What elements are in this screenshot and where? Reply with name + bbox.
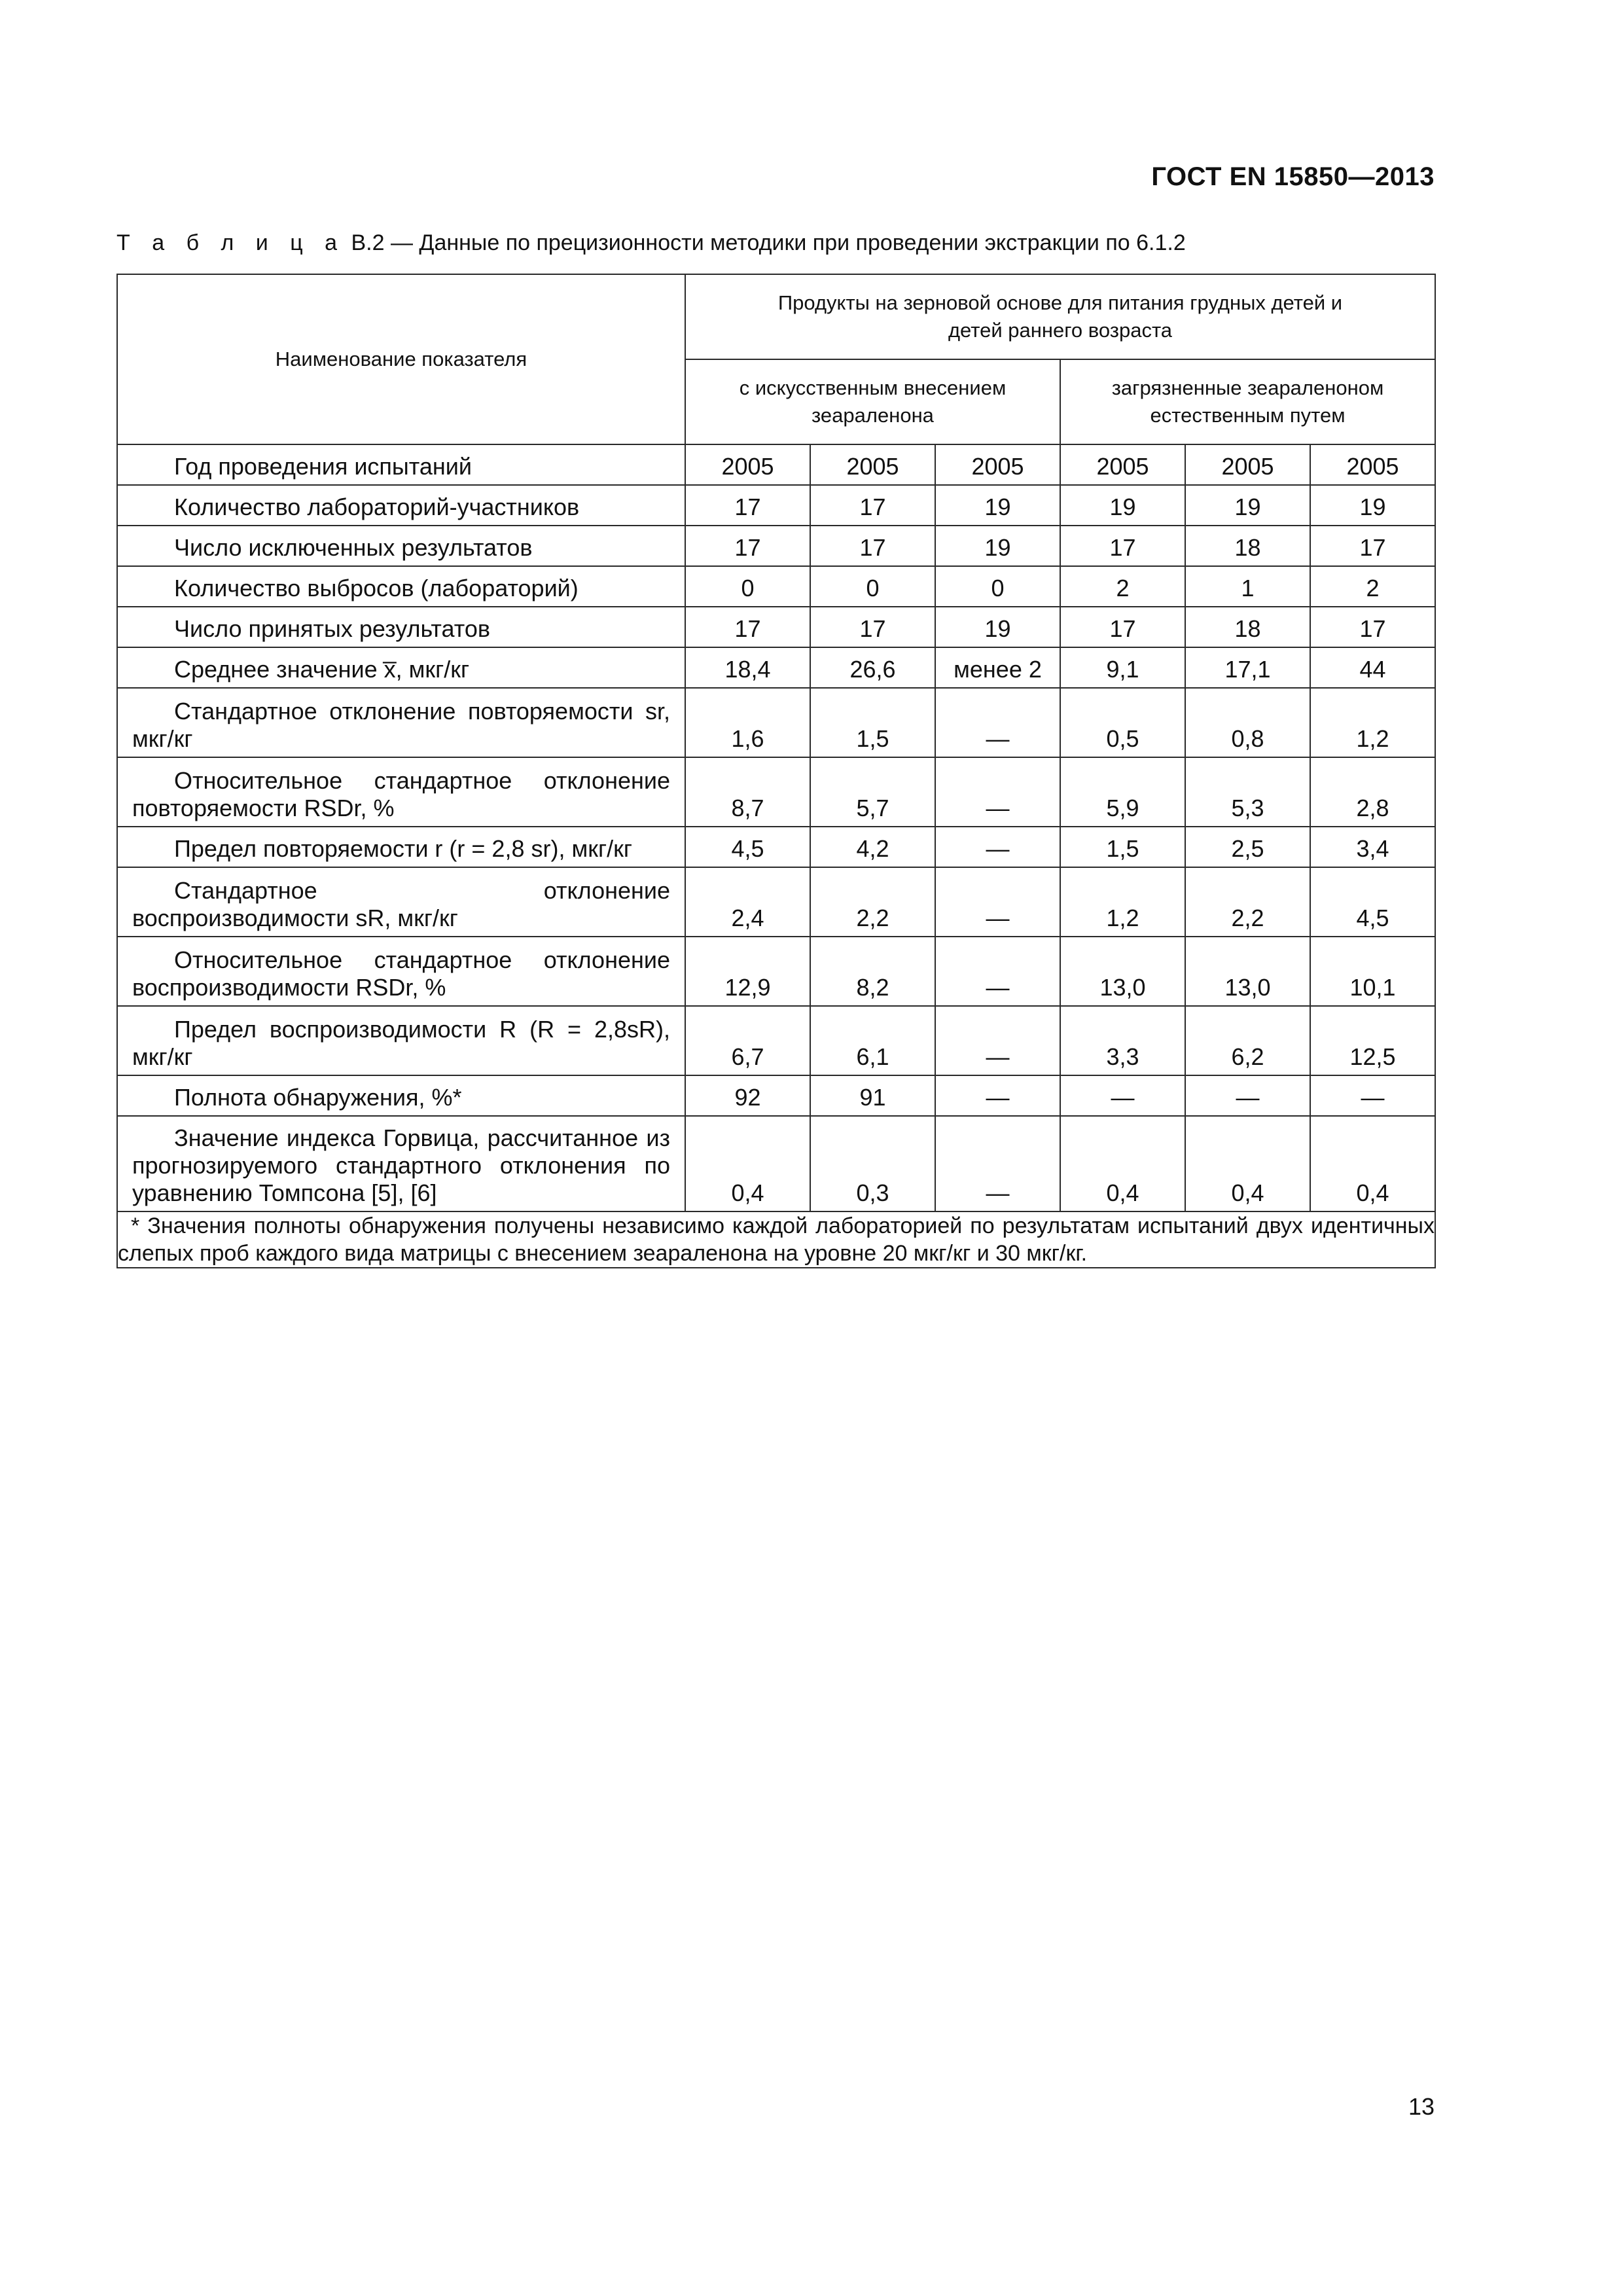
cell-value: 1,6 (685, 688, 810, 757)
cell-value: 8,7 (685, 757, 810, 827)
cell-value: 0 (810, 566, 935, 607)
cell-value: 0,4 (1185, 1116, 1310, 1211)
cell-value: 18 (1185, 526, 1310, 566)
cell-value: 17 (1060, 607, 1185, 647)
row-label-text: Относительное стандартное отклонение воспроизводимости RSDr, % (132, 946, 670, 1001)
row-label (117, 827, 685, 867)
cell-value: 19 (1060, 485, 1185, 526)
row-label-text: Предел повторяемости r (r = 2,8 sr), мкг/кг (174, 835, 632, 862)
cell-value: 0,4 (685, 1116, 810, 1211)
table-row (117, 526, 1435, 566)
row-label-text: Количество лабораторий-участников (174, 493, 580, 520)
row-label (117, 867, 685, 937)
cell-value: — (935, 867, 1060, 937)
cell-value: 2005 (935, 444, 1060, 485)
table-row (117, 757, 1435, 827)
table-row (117, 867, 1435, 937)
cell-value: 13,0 (1060, 937, 1185, 1006)
row-label-text: Число принятых результатов (174, 615, 490, 642)
cell-value: 0 (685, 566, 810, 607)
row-label (117, 566, 685, 607)
cell-value: 12,9 (685, 937, 810, 1006)
row-label (117, 526, 685, 566)
document-code: ГОСТ EN 15850—2013 (1151, 162, 1435, 191)
cell-value: 0,3 (810, 1116, 935, 1211)
cell-value: 44 (1310, 647, 1435, 688)
table-row (117, 647, 1435, 688)
table-row (117, 1075, 1435, 1116)
table-footnote-row (117, 1211, 1435, 1268)
param-header: Наименование показателя (117, 274, 685, 444)
table-caption (116, 230, 1186, 256)
cell-value: 17 (685, 526, 810, 566)
caption-prefix: Т а б л и ц а (116, 230, 346, 255)
table-footnote (117, 1211, 1435, 1268)
cell-value: 17 (685, 485, 810, 526)
cell-value: 2005 (685, 444, 810, 485)
cell-value: 2005 (810, 444, 935, 485)
cell-value: 17 (1060, 526, 1185, 566)
row-label-text: Стандартное отклонение воспроизводимости sR, мкг/кг (132, 877, 670, 931)
row-label-text: Значение индекса Горвица, рассчитанное из прогнозируемого стандартного отклонения по уравнению Томпсона [5], [6] (132, 1124, 670, 1206)
row-label (117, 1075, 685, 1116)
cell-value: 8,2 (810, 937, 935, 1006)
cell-value: 1,5 (1060, 827, 1185, 867)
row-label (117, 1006, 685, 1075)
cell-value: — (1060, 1075, 1185, 1116)
caption-text: В.2 — Данные по прецизионности методики при проведении экстракции по 6.1.2 (351, 230, 1186, 255)
cell-value: 2,4 (685, 867, 810, 937)
cell-value: 19 (935, 485, 1060, 526)
row-label-text: Стандартное отклонение повторяемости sr, мкг/кг (132, 698, 670, 752)
table-row (117, 1116, 1435, 1211)
row-label-text: Среднее значение x̅, мкг/кг (174, 656, 470, 683)
cell-value: — (935, 1075, 1060, 1116)
cell-value: 92 (685, 1075, 810, 1116)
cell-value: 13,0 (1185, 937, 1310, 1006)
footnote-text: * Значения полноты обнаружения получены независимо каждой лабораторией по результатам испытаний двух идентичных слепых проб каждого вида матрицы с внесением зеараленона на уровне 20 мкг/кг и 30 мкг/кг. (118, 1213, 1435, 1266)
cell-value: 9,1 (1060, 647, 1185, 688)
cell-value: 17 (685, 607, 810, 647)
row-label (117, 937, 685, 1006)
cell-value: 5,7 (810, 757, 935, 827)
cell-value: 10,1 (1310, 937, 1435, 1006)
row-label (117, 607, 685, 647)
cell-value: 0,5 (1060, 688, 1185, 757)
table-row (117, 937, 1435, 1006)
row-label (117, 485, 685, 526)
cell-value: 18 (1185, 607, 1310, 647)
row-label (117, 688, 685, 757)
cell-value: 19 (935, 607, 1060, 647)
cell-value: 1,5 (810, 688, 935, 757)
cell-value: 26,6 (810, 647, 935, 688)
cell-value: 0,4 (1310, 1116, 1435, 1211)
cell-value: 1,2 (1310, 688, 1435, 757)
cell-value: — (1185, 1075, 1310, 1116)
cell-value: — (935, 1006, 1060, 1075)
row-label-text: Год проведения испытаний (174, 453, 473, 480)
cell-value: 17 (1310, 607, 1435, 647)
cell-value: 6,1 (810, 1006, 935, 1075)
table-row (117, 566, 1435, 607)
precision-table (116, 274, 1436, 1268)
cell-value: 4,5 (685, 827, 810, 867)
cell-value: — (1310, 1075, 1435, 1116)
cell-value: — (935, 1116, 1060, 1211)
cell-value: 2 (1310, 566, 1435, 607)
table-row (117, 485, 1435, 526)
sub-header-spiked (685, 359, 1060, 444)
cell-value: 2,2 (1185, 867, 1310, 937)
cell-value: 3,4 (1310, 827, 1435, 867)
cell-value: 91 (810, 1075, 935, 1116)
cell-value: 0,8 (1185, 688, 1310, 757)
cell-value: 12,5 (1310, 1006, 1435, 1075)
cell-value: 17 (810, 485, 935, 526)
cell-value: 1 (1185, 566, 1310, 607)
page-number: 13 (1408, 2093, 1435, 2120)
row-label-text: Количество выбросов (лабораторий) (174, 575, 579, 601)
group-header (685, 274, 1435, 359)
row-label-text: Относительное стандартное отклонение повторяемости RSDr, % (132, 767, 670, 821)
cell-value: — (935, 757, 1060, 827)
cell-value: 0 (935, 566, 1060, 607)
cell-value: 17 (810, 607, 935, 647)
row-label-text: Предел воспроизводимости R (R = 2,8sR), мкг/кг (132, 1016, 670, 1070)
cell-value: — (935, 937, 1060, 1006)
cell-value: 19 (1310, 485, 1435, 526)
sub-header-natural-text: загрязненные зеараленоном естественным путем (1111, 376, 1384, 427)
cell-value: — (935, 688, 1060, 757)
table-row (117, 688, 1435, 757)
table-row (117, 607, 1435, 647)
cell-value: 5,9 (1060, 757, 1185, 827)
sub-header-natural (1060, 359, 1435, 444)
cell-value: 2 (1060, 566, 1185, 607)
cell-value: 19 (1185, 485, 1310, 526)
cell-value: 4,2 (810, 827, 935, 867)
cell-value: 2005 (1060, 444, 1185, 485)
sub-header-spiked-text: с искусственным внесением зеараленона (739, 376, 1007, 427)
cell-value: 4,5 (1310, 867, 1435, 937)
table-row (117, 1006, 1435, 1075)
cell-value: 1,2 (1060, 867, 1185, 937)
cell-value: 2005 (1310, 444, 1435, 485)
row-label (117, 444, 685, 485)
cell-value: — (935, 827, 1060, 867)
cell-value: 6,2 (1185, 1006, 1310, 1075)
cell-value: 2,5 (1185, 827, 1310, 867)
cell-value: менее 2 (935, 647, 1060, 688)
cell-value: 0,4 (1060, 1116, 1185, 1211)
cell-value: 17 (1310, 526, 1435, 566)
row-label (117, 647, 685, 688)
cell-value: 3,3 (1060, 1006, 1185, 1075)
cell-value: 2,8 (1310, 757, 1435, 827)
row-label-text: Число исключенных результатов (174, 534, 533, 561)
table-row (117, 444, 1435, 485)
group-header-text: Продукты на зерновой основе для питания грудных детей и детей раннего возраста (777, 291, 1343, 342)
cell-value: 17,1 (1185, 647, 1310, 688)
cell-value: 2,2 (810, 867, 935, 937)
cell-value: 2005 (1185, 444, 1310, 485)
cell-value: 5,3 (1185, 757, 1310, 827)
cell-value: 19 (935, 526, 1060, 566)
row-label (117, 757, 685, 827)
cell-value: 17 (810, 526, 935, 566)
cell-value: 6,7 (685, 1006, 810, 1075)
row-label-text: Полнота обнаружения, %* (174, 1084, 462, 1111)
table-row (117, 827, 1435, 867)
cell-value: 18,4 (685, 647, 810, 688)
row-label (117, 1116, 685, 1211)
